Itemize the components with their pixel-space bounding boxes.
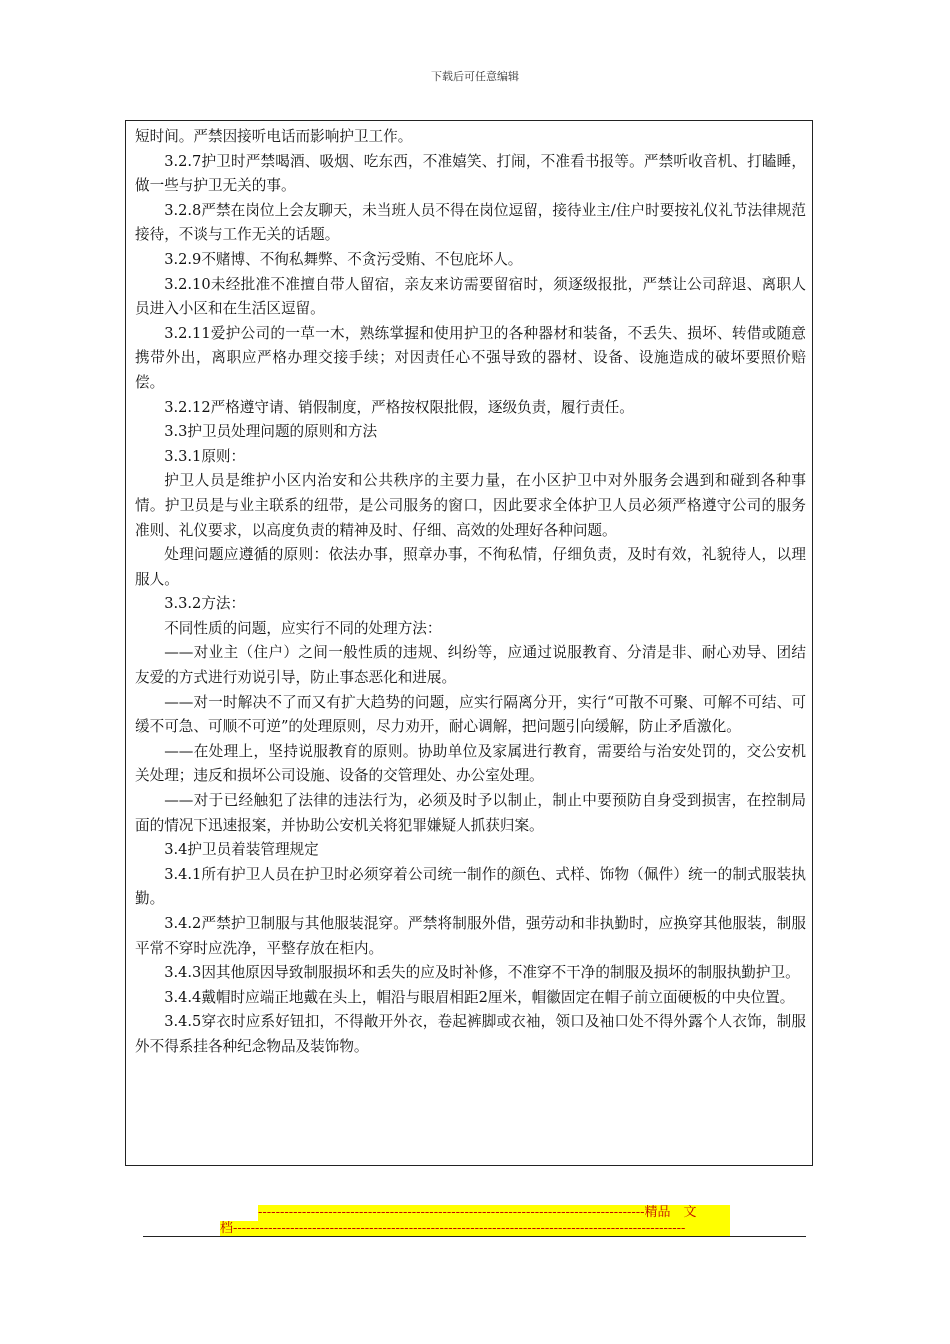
body-paragraph: 护卫人员是维护小区内治安和公共秩序的主要力量，在小区护卫中对外服务会遇到和碰到各种事情。护卫员是与业主联系的纽带，是公司服务的窗口，因此要求全体护卫人员必须严格遵守公司的服务准则、礼仪要求，以高度负责的精神及时、仔细、高效的处理好各种问题。	[135, 472, 806, 539]
body-paragraph: ——对一时解决不了而又有扩大趋势的问题，应实行隔离分开，实行“可散不可聚、可解不可结、可缓不可急、可顺不可逆”的处理原则，尽力劝开，耐心调解，把问题引向缓解，防止矛盾激化。	[135, 693, 806, 736]
body-paragraph: 3.2.11爱护公司的一草一木，熟练掌握和使用护卫的各种器材和装备，不丢失、损坏、转借或随意携带外出，离职应严格办理交接手续；对因责任心不强导致的器材、设备、设施造成的破坏要照价赔偿。	[135, 324, 806, 391]
body-paragraph: 3.3.1原则：	[164, 447, 246, 465]
body-paragraph: 3.3护卫员处理问题的原则和方法	[164, 423, 378, 441]
body-paragraph: 3.2.7护卫时严禁喝酒、吸烟、吃东西，不准嬉笑、打闹，不准看书报等。严禁听收音机、打瞌睡，做一些与护卫无关的事。	[135, 152, 806, 195]
footer-line-2: 档-------------------------------------------------------------------------------------------------------	[220, 1221, 730, 1237]
body-paragraph: 处理问题应遵循的原则：依法办事，照章办事，不徇私情，仔细负责，及时有效，礼貌待人，以理服人。	[135, 546, 806, 588]
body-paragraph: 3.4.5穿衣时应系好钮扣，不得敞开外衣，卷起裤脚或衣袖，领口及袖口处不得外露个人衣饰，制服外不得系挂各种纪念物品及装饰物。	[135, 1013, 806, 1055]
body-paragraph: 短时间。严禁因接听电话而影响护卫工作。	[135, 128, 413, 145]
content-table-cell	[125, 120, 813, 1166]
body-paragraph: 3.4.1所有护卫人员在护卫时必须穿着公司统一制作的颜色、式样、饰物（佩件）统一的制式服装执勤。	[135, 865, 806, 908]
body-paragraph: 3.2.12严格遵守请、销假制度，严格按权限批假，逐级负责，履行责任。	[164, 398, 634, 416]
body-paragraph: 3.2.10未经批准不准擅自带人留宿，亲友来访需要留宿时，须逐级报批，严禁让公司辞退、离职人员进入小区和在生活区逗留。	[135, 275, 806, 318]
body-paragraph: 3.4.4戴帽时应端正地戴在头上，帽沿与眼眉相距2厘米，帽徽固定在帽子前立面硬板的中央位置。	[164, 988, 795, 1006]
body-paragraph: 3.2.8严禁在岗位上会友聊天，未当班人员不得在岗位逗留，接待业主/住户时要按礼仪礼节法律规范接待，不谈与工作无关的话题。	[135, 201, 806, 244]
body-paragraph: 3.4.3因其他原因导致制服损坏和丢失的应及时补修，不准穿不干净的制服及损坏的制服执勤护卫。	[164, 964, 800, 982]
body-paragraph: 3.2.9不赌博、不徇私舞弊、不贪污受贿、不包庇坏人。	[164, 250, 523, 268]
body-paragraph: ——对业主（住户）之间一般性质的违规、纠纷等，应通过说服教育、分清是非、耐心劝导、团结友爱的方式进行劝说引导，防止事态恶化和进展。	[135, 644, 806, 687]
body-paragraph: 3.4护卫员着装管理规定	[164, 841, 319, 859]
footer-line-1: ----------------------------------------------------------------------------------------精品 文	[258, 1205, 730, 1221]
body-paragraph: ——对于已经触犯了法律的违法行为，必须及时予以制止，制止中要预防自身受到损害，在控制局面的情况下迅速报案，并协助公安机关将犯罪嫌疑人抓获归案。	[135, 792, 806, 834]
body-paragraph: 3.4.2严禁护卫制服与其他服装混穿。严禁将制服外借，强劳动和非执勤时，应换穿其他服装，制服平常不穿时应洗净，平整存放在柜内。	[135, 915, 806, 957]
body-paragraph: ——在处理上，坚持说服教育的原则。协助单位及家属进行教育，需要给与治安处罚的，交公安机关处理；违反和损坏公司设施、设备的交管理处、办公室处理。	[135, 742, 806, 785]
body-paragraph: 3.3.2方法：	[164, 595, 246, 613]
body-paragraph: 不同性质的问题，应实行不同的处理方法：	[164, 619, 442, 637]
bottom-divider	[143, 1236, 806, 1237]
page-header: 下载后可任意编辑	[431, 70, 519, 83]
